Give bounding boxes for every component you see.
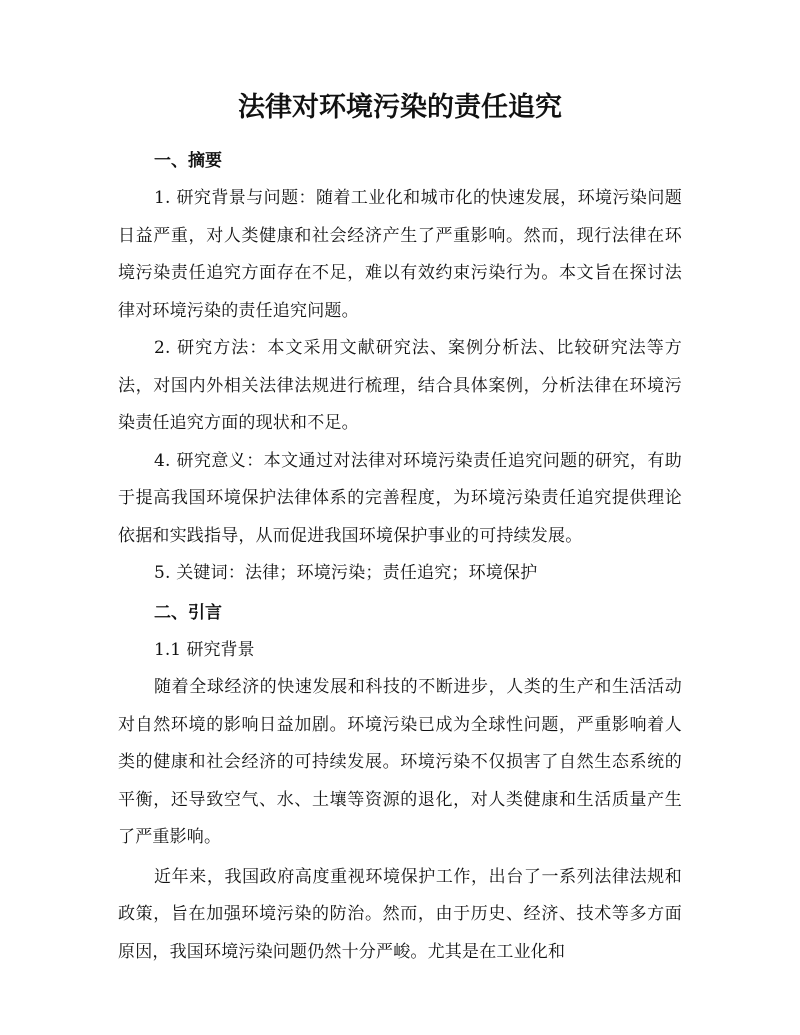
section-heading-introduction: 二、引言 <box>154 602 222 623</box>
abstract-item-significance: 4. 研究意义：本文通过对法律对环境污染责任追究问题的研究，有助于提高我国环境保护法律体系的完善程度，为环境污染责任追究提供理论依据和实践指导，从而促进我国环境保护事业的可持续发展。 <box>118 450 682 546</box>
abstract-item-keywords: 5. 关键词：法律；环境污染；责任追究；环境保护 <box>154 563 538 583</box>
abstract-item-method: 2. 研究方法：本文采用文献研究法、案例分析法、比较研究法等方法，对国内外相关法律法规进行梳理，结合具体案例，分析法律在环境污染责任追究方面的现状和不足。 <box>118 338 682 433</box>
section-heading-abstract: 一、摘要 <box>154 151 222 171</box>
document-title: 法律对环境污染的责任追究 <box>238 92 562 123</box>
intro-paragraph: 近年来，我国政府高度重视环境保护工作，出台了一系列法律法规和政策，旨在加强环境污染的防治。然而，由于历史、经济、技术等多方面原因，我国环境污染问题仍然十分严峻。尤其是在工业化和 <box>118 866 682 962</box>
abstract-item-background: 1. 研究背景与问题：随着工业化和城市化的快速发展，环境污染问题日益严重，对人类健康和社会经济产生了严重影响。然而，现行法律在环境污染责任追究方面存在不足，难以有效约束污染行为。本文旨在探讨法律对环境污染的责任追究问题。 <box>118 188 682 321</box>
intro-paragraph: 随着全球经济的快速发展和科技的不断进步，人类的生产和生活活动对自然环境的影响日益加剧。环境污染已成为全球性问题，严重影响着人类的健康和社会经济的可持续发展。环境污染不仅损害了自然生态系统的平衡，还导致空气、水、土壤等资源的退化，对人类健康和生活质量产生了严重影响。 <box>118 677 682 847</box>
subsection-heading-background: 1.1 研究背景 <box>154 639 255 660</box>
